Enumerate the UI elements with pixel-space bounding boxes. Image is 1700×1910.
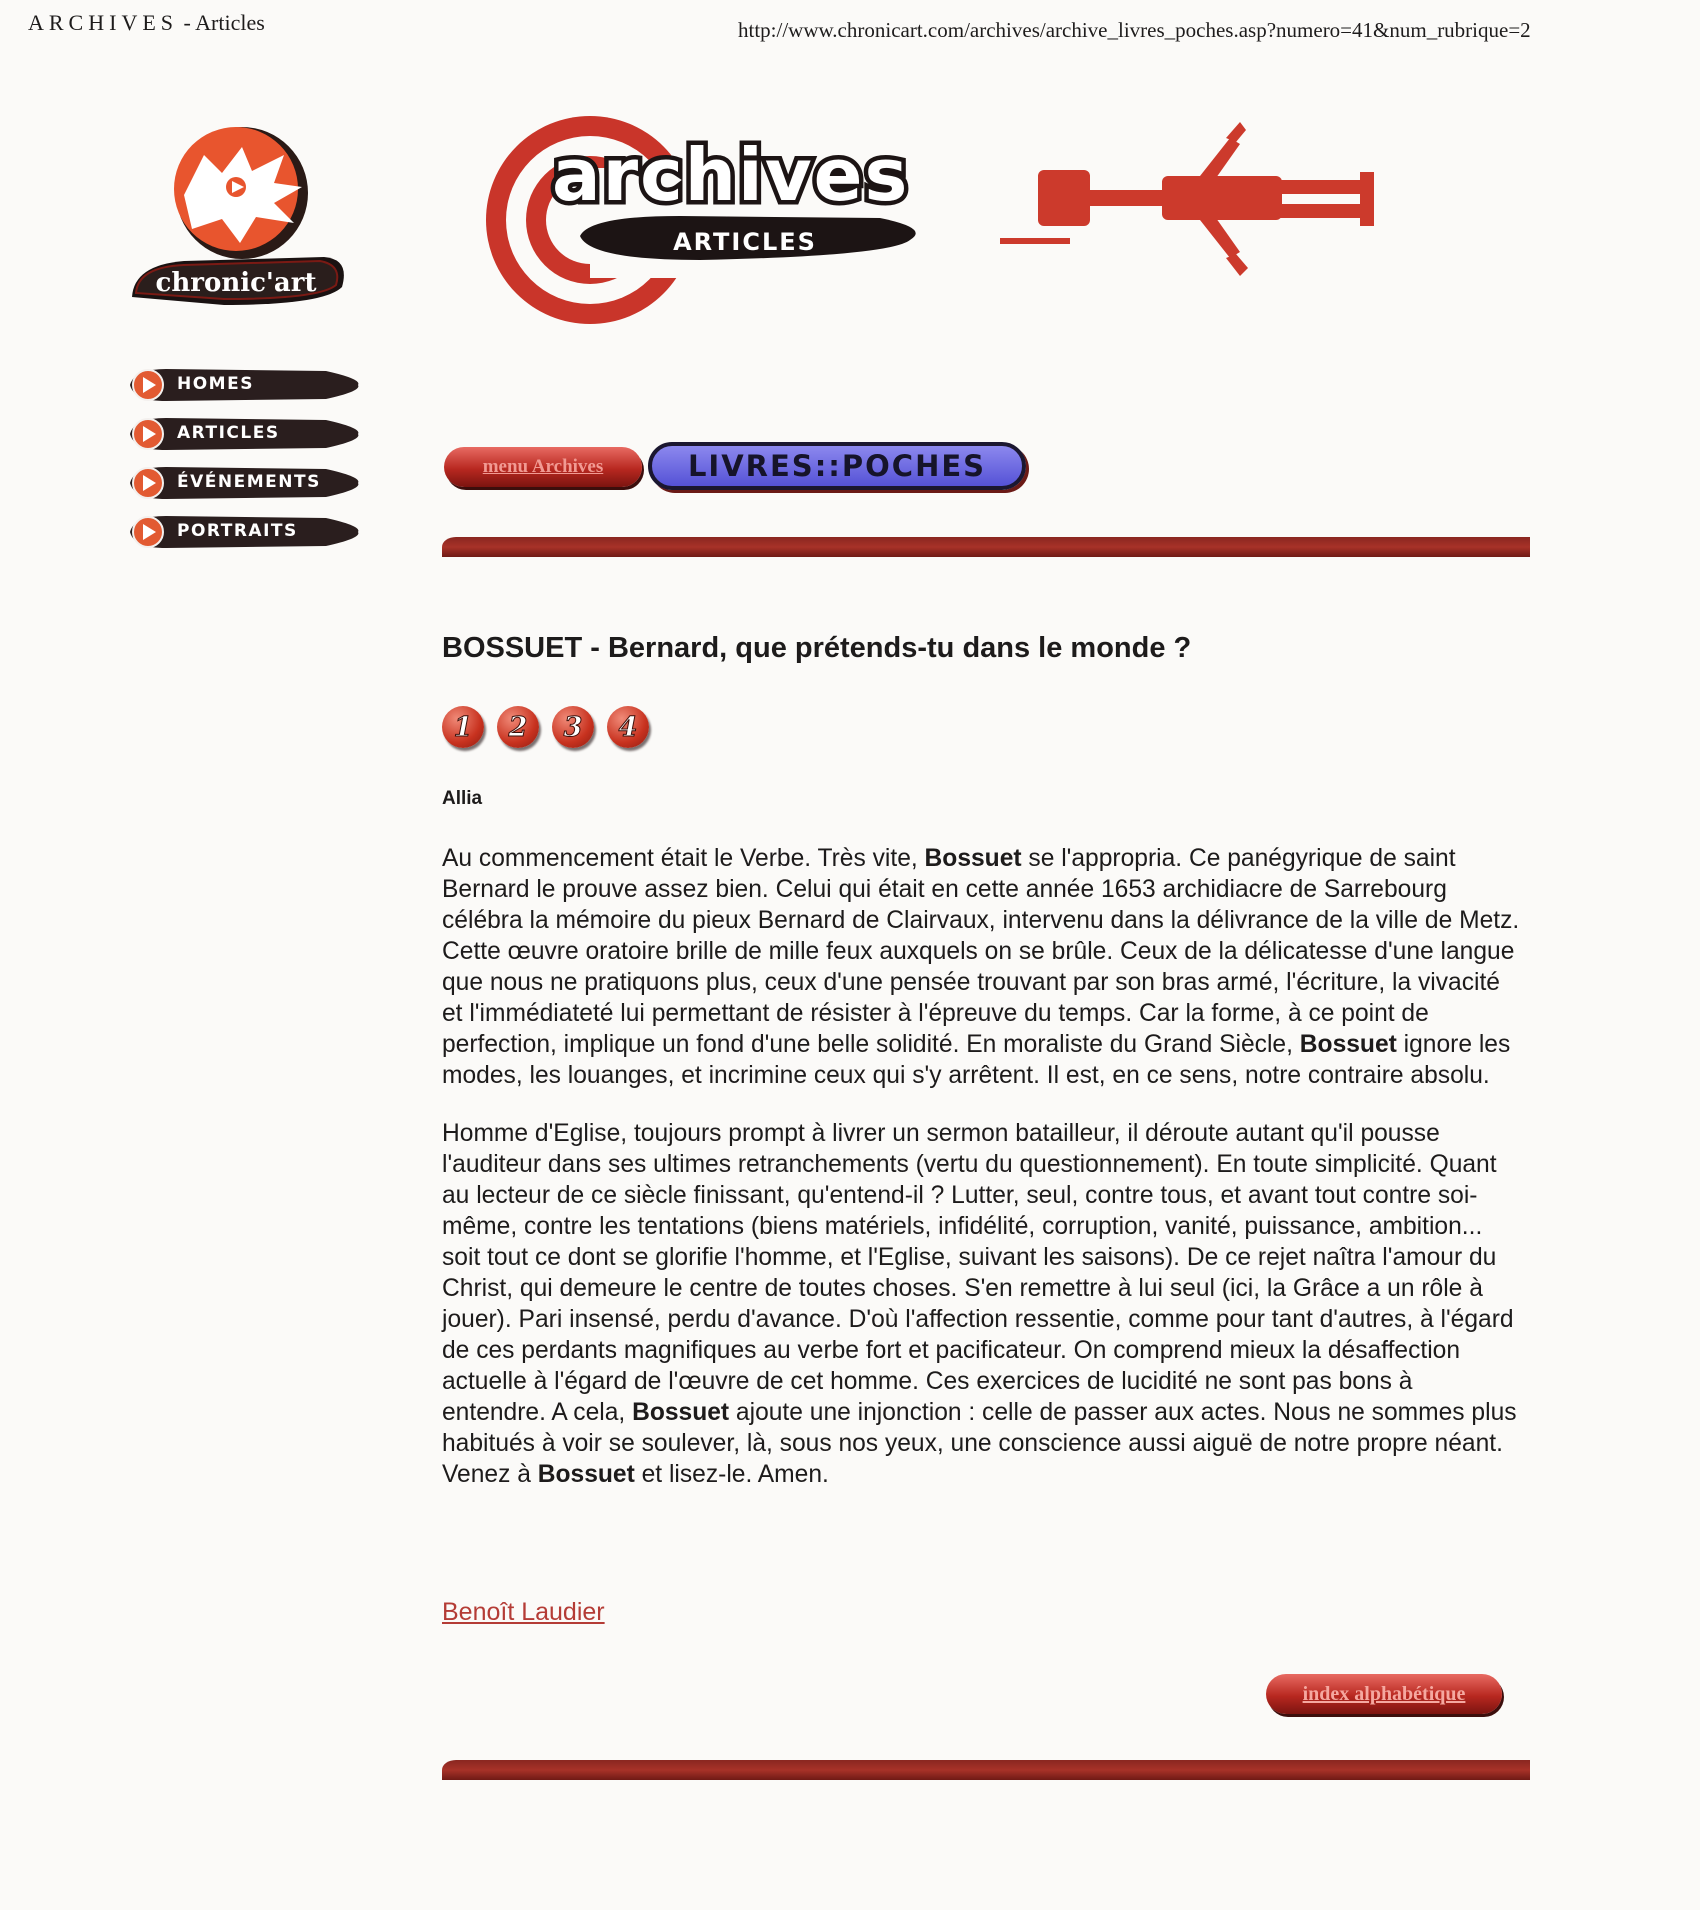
page-button-2[interactable] (497, 706, 539, 748)
text-run: Homme d'Eglise, toujours prompt à livrer un sermon batailleur, il déroute autant qu'il pousse l'auditeur dans ses ultimes retranchements (vertu du questionnement). En toute simplicité. Quant au lecteur de ce siècle finissant, qu'entend-il ? Lutter, seul, contre tous, et avant tout contre soi-même, contre les tentations (biens matériels, infidélité, corruption, vanité, puissance, ambition... soit tout ce dont se glorifie l'homme, et l'Eglise, suivant les saisons). De ce rejet naîtra l'amour du Christ, qui demeure le centre de toutes choses. S'en remettre à lui seul (ici, la Grâce a un rôle à jouer). Pari insensé, perdu d'avance. D'où l'affection ressentie, comme pour tant d'autres, à l'égard de ces perdants magnifiques au verbe fort et pacificateur. On comprend mieux la désaffection actuelle à l'égard de l'œuvre de cet homme. Ces exercices de lucidité ne sont pas bons à entendre. A cela, (442, 1120, 1514, 1426)
nav-item-portraits[interactable] (126, 512, 366, 552)
banner-illustration-icon (440, 108, 1450, 328)
nav-label-articles: ARTICLES (177, 423, 280, 443)
nav-label-homes: HOMES (177, 374, 254, 394)
top-divider (442, 537, 1530, 557)
bold-name: Bossuet (537, 1461, 635, 1488)
index-alphabetique-button[interactable] (1266, 1674, 1502, 1714)
page-button-4[interactable] (607, 706, 649, 748)
article-pager (442, 706, 649, 748)
section-title-badge (648, 442, 1026, 490)
text-run: et lisez-le. Amen. (634, 1461, 829, 1488)
print-header-title-caps: ARCHIVES (28, 10, 179, 35)
banner-title: archives (552, 133, 910, 217)
bold-name: Bossuet (632, 1399, 730, 1426)
text-run: ajoute une injonction : celle de passer aux actes. Nous ne sommes plus habitués à voir se soulever, là, sous nos yeux, une conscience aussi aiguë de notre propre néant. Venez à (442, 1399, 1517, 1488)
nav-item-homes[interactable] (126, 365, 366, 405)
page-button-3[interactable] (552, 706, 594, 748)
bold-name: Bossuet (924, 845, 1022, 872)
menu-archives-button[interactable] (444, 447, 642, 487)
article-publisher: Allia (442, 788, 483, 809)
nav-label-portraits: PORTRAITS (177, 521, 298, 541)
text-run: se l'appropria. Ce panégyrique de saint Bernard le prouve assez bien. Celui qui était en cette année 1653 archidiacre de Sarrebourg célébra la mémoire du pieux Bernard de Clairvaux, intervenu dans la délivrance de la ville de Metz. Cette œuvre oratoire brille de mille feux auxquels on se brûle. Ceux de la délicatesse d'une langue que nous ne pratiquons plus, ceux d'une pensée trouvant par son bras armé, l'écriture, la vivacité et l'immédiateté lui permettant de résister à l'épreuve du temps. Car la forme, à ce point de perfection, implique un fond d'une belle solidité. En moraliste du Grand Siècle, (442, 845, 1520, 1058)
nav-item-evenements[interactable] (126, 463, 366, 503)
text-run: Au commencement était le Verbe. Très vite, (442, 845, 925, 872)
nav-label-evenements: ÉVÉNEMENTS (177, 472, 321, 492)
article-paragraph (442, 1118, 1522, 1490)
page-button-label: 4 (618, 711, 638, 743)
section-title: LIVRES::POCHES (687, 449, 987, 483)
nav-item-articles[interactable] (126, 414, 366, 454)
index-alphabetique-label: index alphabétique (1302, 1682, 1466, 1705)
chronicart-logo[interactable] (124, 125, 354, 320)
bottom-divider (442, 1760, 1530, 1780)
archives-banner (440, 108, 1450, 328)
side-nav (126, 365, 366, 561)
article-title: BOSSUET - Bernard, que prétends-tu dans le monde ? (442, 632, 1192, 664)
dragon-logo-icon (124, 125, 354, 320)
print-header-url: http://www.chronicart.com/archives/archive_livres_poches.asp?numero=41&num_rubrique=2 (738, 18, 1531, 42)
print-header-title-rest: - Articles (178, 10, 265, 35)
print-header-title (28, 10, 265, 36)
page-button-label: 2 (508, 711, 528, 743)
author-link[interactable]: Benoît Laudier (442, 1598, 605, 1626)
page-button-label: 3 (563, 711, 583, 743)
logo-text: chronic'art (155, 268, 317, 298)
bold-name: Bossuet (1299, 1031, 1397, 1058)
article-paragraph (442, 843, 1522, 1091)
article-body (442, 843, 1522, 1517)
page-button-1[interactable] (442, 706, 484, 748)
banner-subtitle: ARTICLES (673, 228, 817, 256)
text-run: ignore les modes, les louanges, et incrimine ceux qui s'y arrêtent. Il est, en ce sens, notre contraire absolu. (442, 1031, 1511, 1089)
page-button-label: 1 (453, 711, 473, 743)
menu-archives-label: menu Archives (482, 456, 604, 477)
